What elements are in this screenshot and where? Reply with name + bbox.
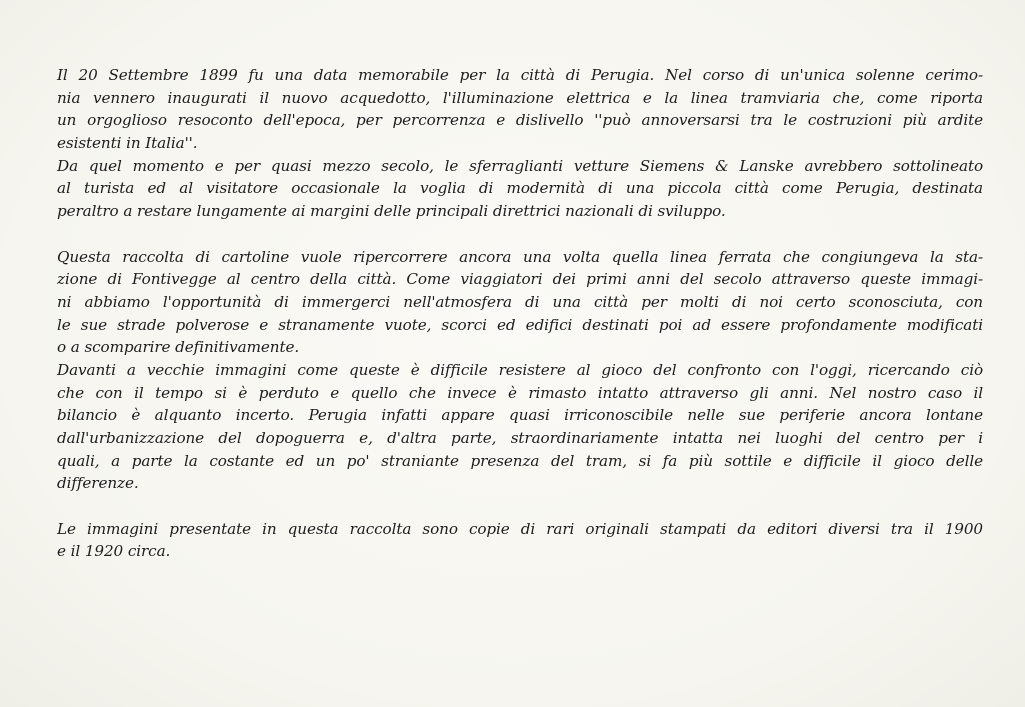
text-line: Davanti a vecchie immagini come queste è difficile resistere al gioco del confronto con l'oggi, ricercando ciò [57,360,983,379]
text-line: dall'urbanizzazione del dopoguerra e, d'altra parte, straordinariamente intatta nei luoghi del centro per i [57,429,983,447]
paragraph-1 [57,64,983,155]
text-line: al turista ed al visitatore occasionale la voglia di modernità di una piccola città come Perugia, destinata [57,179,983,198]
body-text [57,64,983,563]
paragraph-5 [57,518,983,563]
text-line: Questa raccolta di cartoline vuole ripercorrere ancora una volta quella linea ferrata che congiungeva la sta- [57,247,983,266]
text-line: bilancio è alquanto incerto. Perugia infatti appare quasi irriconoscibile nelle sue periferie ancora lontane [57,406,983,425]
text-line: o a scomparire definitivamente. [57,338,300,357]
paragraph-spacer [57,495,983,518]
paragraph-spacer [57,223,983,246]
text-line: un orgoglioso resoconto dell'epoca, per percorrenza e dislivello ''può annoversarsi tra le costruzioni più ardite [57,111,983,130]
paragraph-3 [57,246,983,359]
text-line: le sue strade polverose e stranamente vuote, scorci ed edifici destinati poi ad essere profondamente modificati [57,315,983,334]
paragraph-2 [57,155,983,223]
text-line: nia vennero inaugurati il nuovo acquedotto, l'illuminazione elettrica e la linea tramviaria che, come riporta [57,88,983,107]
text-line: peraltro a restare lungamente ai margini delle principali direttrici nazionali di sviluppo. [57,202,726,221]
text-line: Il 20 Settembre 1899 fu una data memorabile per la città di Perugia. Nel corso di un'unica solenne cerimo- [57,66,983,84]
text-line: e il 1920 circa. [57,542,171,561]
text-line: ni abbiamo l'opportunità di immergerci nell'atmosfera di una città per molti di noi certo sconosciuta, con [57,292,983,311]
paragraph-4 [57,359,983,495]
text-line: differenze. [57,474,139,493]
text-line: che con il tempo si è perduto e quello che invece è rimasto intatto attraverso gli anni. Nel nostro caso il [57,383,983,402]
text-line: esistenti in Italia''. [57,134,198,153]
text-line: zione di Fontivegge al centro della città. Come viaggiatori dei primi anni del secolo attraverso queste immagi- [57,270,983,289]
text-line: Le immagini presentate in questa raccolta sono copie di rari originali stampati da editori diversi tra il 1900 [57,519,983,538]
text-line: quali, a parte la costante ed un po' straniante presenza del tram, si fa più sottile e difficile il gioco delle [57,451,983,470]
text-line: Da quel momento e per quasi mezzo secolo, le sferraglianti vetture Siemens & Lanske avrebbero sottolineato [57,156,983,175]
